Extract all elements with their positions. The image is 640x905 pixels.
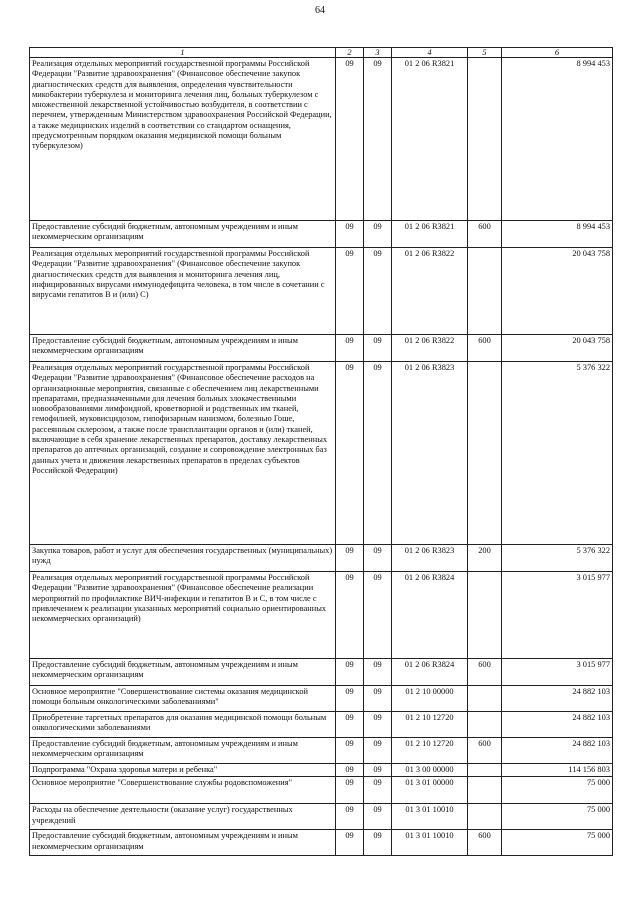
- row-expense-type: [468, 804, 502, 830]
- table-row: [30, 221, 613, 248]
- row-amount: 20 043 758: [502, 248, 613, 335]
- row-description: Подпрограмма "Охрана здоровья матери и ребенка": [30, 764, 336, 777]
- row-target-code: 01 2 10 12720: [392, 738, 468, 764]
- row-subsection: 09: [364, 830, 392, 856]
- row-subsection: 09: [364, 221, 392, 248]
- row-amount: 24 882 103: [502, 686, 613, 712]
- row-amount: 3 015 977: [502, 659, 613, 686]
- row-target-code: 01 2 06 R3823: [392, 545, 468, 572]
- row-target-code: 01 2 06 R3822: [392, 335, 468, 362]
- row-description: Реализация отдельных мероприятий государственной программы Российской Федерации "Развитие здравоохранения" (Финансовое обеспечение реализации мероприятий по профилактике ВИЧ-инфекции и гепатитов В и С, в том числе с привлечением к реализации указанных мероприятий социально ориентированных некоммерческих организаций): [30, 572, 336, 659]
- row-subsection: 09: [364, 777, 392, 804]
- row-subsection: 09: [364, 58, 392, 221]
- row-expense-type: 600: [468, 659, 502, 686]
- row-subsection: 09: [364, 659, 392, 686]
- table-row: [30, 335, 613, 362]
- row-section: 09: [336, 712, 364, 738]
- table-row: [30, 830, 613, 856]
- row-section: 09: [336, 221, 364, 248]
- row-section: 09: [336, 738, 364, 764]
- row-expense-type: [468, 572, 502, 659]
- row-target-code: 01 2 10 00000: [392, 686, 468, 712]
- row-subsection: 09: [364, 738, 392, 764]
- row-section: 09: [336, 362, 364, 545]
- row-amount: 75 000: [502, 804, 613, 830]
- row-target-code: 01 2 06 R3821: [392, 221, 468, 248]
- table-row: [30, 686, 613, 712]
- row-amount: 24 882 103: [502, 712, 613, 738]
- row-section: 09: [336, 335, 364, 362]
- table-row: [30, 777, 613, 804]
- row-section: 09: [336, 248, 364, 335]
- row-expense-type: 600: [468, 335, 502, 362]
- row-section: 09: [336, 659, 364, 686]
- row-section: 09: [336, 572, 364, 659]
- table-row: [30, 572, 613, 659]
- row-section: 09: [336, 764, 364, 777]
- row-subsection: 09: [364, 545, 392, 572]
- row-description: Реализация отдельных мероприятий государственной программы Российской Федерации "Развитие здравоохранения" (Финансовое обеспечение закупок диагностических средств для выявления, определения чувствительности микобактерии туберкулеза и мониторинга лечения лиц, больных туберкулезом с множественной лекарственной устойчивостью возбудителя, в соответствии с перечнем, утвержденным Министерством здравоохранения Российской Федерации, а также медицинских изделий в соответствии со стандартом оснащения, предусмотренным порядком оказания медицинской помощи больным туберкулезом): [30, 58, 336, 221]
- row-description: Предоставление субсидий бюджетным, автономным учреждениям и иным некоммерческим организациям: [30, 659, 336, 686]
- budget-table: [29, 47, 613, 856]
- column-header: 6: [502, 48, 613, 58]
- row-description: Предоставление субсидий бюджетным, автономным учреждениям и иным некоммерческим организациям: [30, 830, 336, 856]
- table-row: [30, 362, 613, 545]
- table-row: [30, 659, 613, 686]
- row-expense-type: 600: [468, 221, 502, 248]
- table-row: [30, 738, 613, 764]
- table-row: [30, 248, 613, 335]
- row-target-code: 01 2 06 R3821: [392, 58, 468, 221]
- row-description: Закупка товаров, работ и услуг для обеспечения государственных (муниципальных) нужд: [30, 545, 336, 572]
- table-row: [30, 58, 613, 221]
- row-expense-type: 600: [468, 830, 502, 856]
- column-header: 4: [392, 48, 468, 58]
- row-description: Основное мероприятие "Совершенствование службы родовспоможения": [30, 777, 336, 804]
- table-row: [30, 764, 613, 777]
- row-expense-type: [468, 777, 502, 804]
- row-expense-type: [468, 712, 502, 738]
- row-target-code: 01 2 06 R3822: [392, 248, 468, 335]
- row-subsection: 09: [364, 686, 392, 712]
- row-amount: 75 000: [502, 830, 613, 856]
- row-expense-type: [468, 764, 502, 777]
- row-amount: 8 994 453: [502, 221, 613, 248]
- row-target-code: 01 3 00 00000: [392, 764, 468, 777]
- row-description: Приобретение таргетных препаратов для оказания медицинской помощи больным онкологическими заболеваниями: [30, 712, 336, 738]
- row-amount: 24 882 103: [502, 738, 613, 764]
- row-target-code: 01 3 01 10010: [392, 804, 468, 830]
- row-description: Предоставление субсидий бюджетным, автономным учреждениям и иным некоммерческим организациям: [30, 335, 336, 362]
- row-amount: 20 043 758: [502, 335, 613, 362]
- row-description: Предоставление субсидий бюджетным, автономным учреждениям и иным некоммерческим организациям: [30, 221, 336, 248]
- row-section: 09: [336, 830, 364, 856]
- row-target-code: 01 3 01 00000: [392, 777, 468, 804]
- row-subsection: 09: [364, 362, 392, 545]
- row-target-code: 01 2 06 R3824: [392, 572, 468, 659]
- column-header: 1: [30, 48, 336, 58]
- row-section: 09: [336, 686, 364, 712]
- row-description: Основное мероприятие "Совершенствование системы оказания медицинской помощи больным онкологическими заболеваниями": [30, 686, 336, 712]
- row-target-code: 01 2 06 R3824: [392, 659, 468, 686]
- row-amount: 3 015 977: [502, 572, 613, 659]
- column-header: 2: [336, 48, 364, 58]
- row-section: 09: [336, 58, 364, 221]
- row-amount: 5 376 322: [502, 545, 613, 572]
- row-target-code: 01 3 01 10010: [392, 830, 468, 856]
- row-target-code: 01 2 10 12720: [392, 712, 468, 738]
- row-amount: 8 994 453: [502, 58, 613, 221]
- table-row: [30, 804, 613, 830]
- row-amount: 75 000: [502, 777, 613, 804]
- row-expense-type: [468, 58, 502, 221]
- row-section: 09: [336, 545, 364, 572]
- row-subsection: 09: [364, 804, 392, 830]
- row-expense-type: [468, 248, 502, 335]
- table-row: [30, 712, 613, 738]
- row-subsection: 09: [364, 335, 392, 362]
- row-description: Реализация отдельных мероприятий государственной программы Российской Федерации "Развитие здравоохранения" (Финансовое обеспечение расходов на организационные мероприятия, связанные с обеспечением лиц лекарственными препаратами, предназначенными для лечения больных злокачественными новообразованиями лимфоидной, кроветворной и родственных им тканей, гемофилией, муковисцидозом, гипофизарным нанизмом, болезнью Гоше, рассеянным склерозом, а также после трансплантации органов и (или) тканей, включающие в себя хранение лекарственных препаратов, доставку лекарственных препаратов до аптечных организаций, создание и сопровождение электронных баз данных учета и движения лекарственных препаратов в пределах субъектов Российской Федерации): [30, 362, 336, 545]
- row-amount: 5 376 322: [502, 362, 613, 545]
- table-row: [30, 545, 613, 572]
- row-subsection: 09: [364, 248, 392, 335]
- row-expense-type: [468, 362, 502, 545]
- row-section: 09: [336, 804, 364, 830]
- column-number-row: [30, 48, 613, 58]
- row-description: Реализация отдельных мероприятий государственной программы Российской Федерации "Развитие здравоохранения" (Финансовое обеспечение закупок диагностических средств для выявления и мониторинга лечения лиц, инфицированных вирусами иммунодефицита человека, в том числе в сочетании с вирусами гепатитов В и (или) С): [30, 248, 336, 335]
- row-amount: 114 156 803: [502, 764, 613, 777]
- row-subsection: 09: [364, 572, 392, 659]
- column-header: 5: [468, 48, 502, 58]
- row-section: 09: [336, 777, 364, 804]
- row-description: Расходы на обеспечение деятельности (оказание услуг) государственных учреждений: [30, 804, 336, 830]
- row-description: Предоставление субсидий бюджетным, автономным учреждениям и иным некоммерческим организациям: [30, 738, 336, 764]
- row-target-code: 01 2 06 R3823: [392, 362, 468, 545]
- row-subsection: 09: [364, 712, 392, 738]
- column-header: 3: [364, 48, 392, 58]
- row-expense-type: 200: [468, 545, 502, 572]
- page-number: 64: [315, 5, 325, 16]
- row-expense-type: 600: [468, 738, 502, 764]
- row-subsection: 09: [364, 764, 392, 777]
- row-expense-type: [468, 686, 502, 712]
